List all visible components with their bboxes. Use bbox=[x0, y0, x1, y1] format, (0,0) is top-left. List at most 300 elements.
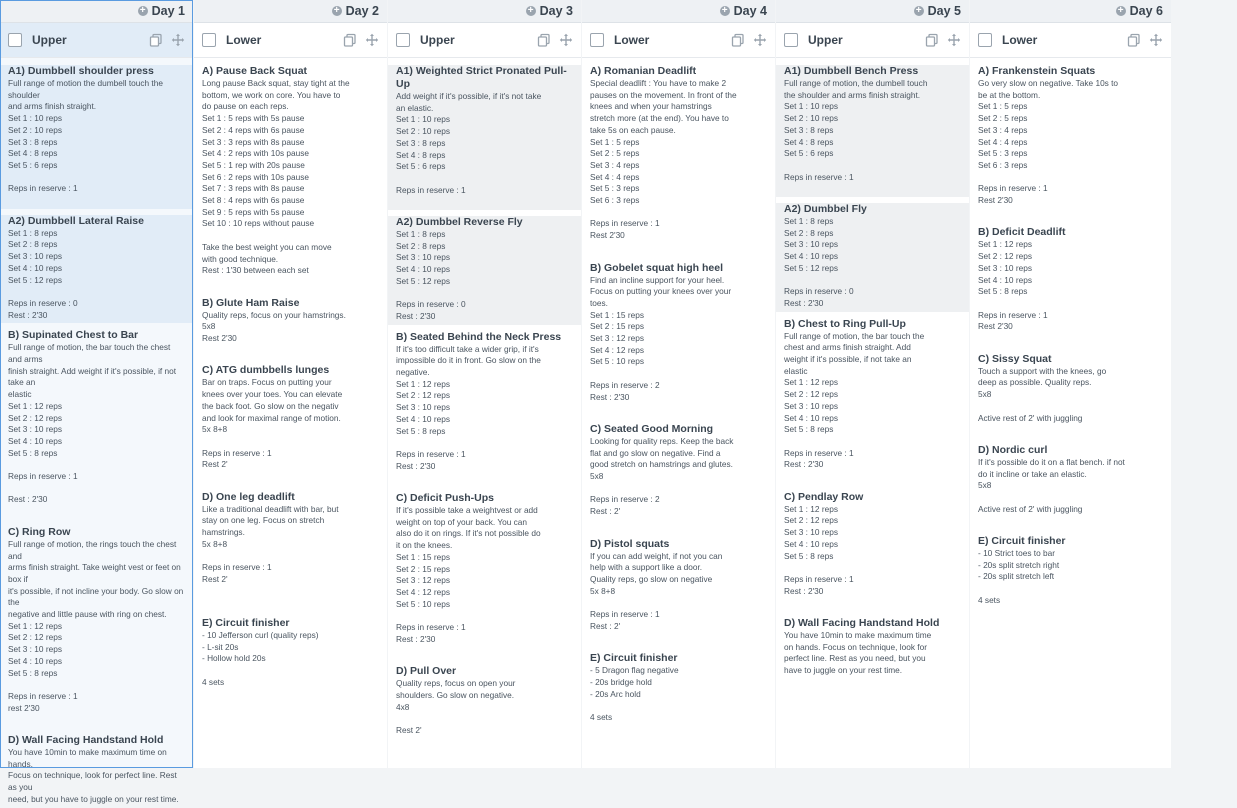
exercise-line: weight on top of your back. You can bbox=[396, 516, 527, 527]
exercise-line: Reps in reserve : 1 bbox=[784, 447, 854, 458]
exercise-line: Set 8 : 4 reps with 6s pause bbox=[202, 195, 305, 206]
exercise-line: Set 4 : 10 reps bbox=[784, 251, 838, 262]
exercise-line: If it's possible do it on a flat bench. if not bbox=[978, 456, 1125, 467]
exercise-line bbox=[8, 679, 185, 691]
exercise-line: Rest : 2' bbox=[590, 620, 621, 631]
copy-icon[interactable] bbox=[731, 33, 745, 47]
exercise-line: Set 1 : 10 reps bbox=[8, 113, 62, 124]
exercise-line: Set 4 : 4 reps bbox=[590, 171, 640, 182]
exercise-block[interactable] bbox=[582, 262, 775, 417]
exercise-line: Set 3 : 10 reps bbox=[396, 252, 450, 263]
add-day-icon[interactable]: + bbox=[1116, 6, 1126, 16]
exercise-line: Quality reps, go slow on negative bbox=[590, 573, 713, 584]
workout-body bbox=[388, 58, 581, 768]
exercise-line bbox=[8, 506, 185, 518]
workout-card-header bbox=[776, 23, 969, 58]
exercise-line bbox=[784, 471, 961, 483]
exercise-line: Rest 2'30 bbox=[590, 230, 625, 241]
exercise-line: Set 9 : 5 reps with 5s pause bbox=[202, 206, 305, 217]
exercise-line: Full range of motion, the bar touch the bbox=[784, 330, 925, 341]
copy-icon[interactable] bbox=[925, 33, 939, 47]
exercise-line: 5x8 bbox=[590, 471, 604, 482]
exercise-line: Set 5 : 8 reps bbox=[8, 447, 58, 458]
exercise-block[interactable] bbox=[194, 617, 387, 691]
exercise-block[interactable] bbox=[776, 491, 969, 611]
day-label: Day 5 bbox=[927, 4, 961, 18]
exercise-line bbox=[396, 645, 573, 657]
exercise-line bbox=[978, 424, 1163, 436]
day-column bbox=[388, 0, 581, 768]
move-icon[interactable] bbox=[365, 33, 379, 47]
exercise-line: Rest : 1'30 between each set bbox=[202, 265, 309, 276]
exercise-line: Looking for quality reps. Keep the back bbox=[590, 435, 734, 446]
move-icon[interactable] bbox=[1149, 33, 1163, 47]
exercise-line: Set 3 : 12 reps bbox=[396, 575, 450, 586]
exercise-line: Rest : 2'30 bbox=[8, 494, 48, 505]
day-column bbox=[582, 0, 775, 768]
exercise-line bbox=[202, 665, 379, 677]
exercise-title: D) Wall Facing Handstand Hold bbox=[784, 617, 940, 630]
exercise-line: it on the knees. bbox=[396, 540, 453, 551]
exercise-block[interactable] bbox=[582, 652, 775, 726]
exercise-title: C) Pendlay Row bbox=[784, 490, 864, 503]
exercise-block[interactable] bbox=[776, 617, 969, 679]
workout-card-header bbox=[970, 23, 1171, 58]
exercise-line bbox=[784, 597, 961, 609]
exercise-line: Set 6 : 2 reps with 10s pause bbox=[202, 171, 310, 182]
exercise-line: stretch more (at the end). You have to bbox=[590, 113, 729, 124]
exercise-line: Rest : 2'30 bbox=[8, 309, 48, 320]
exercise-line: Set 5 : 12 reps bbox=[784, 262, 838, 273]
exercise-line: Set 4 : 4 reps bbox=[978, 136, 1028, 147]
exercise-line: Set 5 : 12 reps bbox=[396, 275, 450, 286]
exercise-block[interactable] bbox=[0, 734, 193, 808]
move-icon[interactable] bbox=[559, 33, 573, 47]
exercise-line bbox=[202, 597, 379, 609]
day-header bbox=[388, 0, 581, 23]
exercise-block[interactable] bbox=[0, 215, 193, 324]
exercise-line: Set 1 : 12 reps bbox=[784, 503, 838, 514]
exercise-title: C) Deficit Push-Ups bbox=[396, 492, 495, 505]
add-day-icon[interactable]: + bbox=[332, 6, 342, 16]
add-day-icon[interactable]: + bbox=[720, 6, 730, 16]
exercise-line: Set 3 : 3 reps with 8s pause bbox=[202, 136, 305, 147]
exercise-line: Full range of motion, the dumbell touch bbox=[784, 78, 928, 88]
exercise-line: Rest 2'30 bbox=[978, 195, 1013, 206]
exercise-line: Set 3 : 10 reps bbox=[8, 644, 62, 655]
exercise-line: Reps in reserve : 0 bbox=[784, 286, 854, 297]
exercise-title: B) Glute Ham Raise bbox=[202, 296, 300, 309]
exercise-line: 5x 8+8 bbox=[590, 585, 616, 596]
exercise-line: Set 2 : 12 reps bbox=[8, 632, 62, 643]
exercise-block[interactable] bbox=[582, 65, 775, 256]
exercise-line: Reps in reserve : 1 bbox=[978, 183, 1048, 194]
add-day-icon[interactable]: + bbox=[526, 6, 536, 16]
exercise-line: Set 1 : 10 reps bbox=[396, 114, 450, 125]
move-icon[interactable] bbox=[947, 33, 961, 47]
exercise-title: B) Seated Behind the Neck Press bbox=[396, 330, 562, 343]
exercise-line: Set 2 : 8 reps bbox=[396, 240, 446, 251]
exercise-line: Long pause Back squat, stay tight at the bbox=[202, 78, 350, 88]
exercise-line: Set 1 : 12 reps bbox=[8, 400, 62, 411]
exercise-line: Set 1 : 12 reps bbox=[8, 620, 62, 631]
exercise-line: Set 5 : 3 reps bbox=[978, 148, 1028, 159]
workout-card-header bbox=[582, 23, 775, 58]
exercise-title: B) Deficit Deadlift bbox=[978, 226, 1066, 239]
exercise-block[interactable] bbox=[194, 364, 387, 484]
exercise-line: Set 4 : 10 reps bbox=[784, 412, 838, 423]
exercise-line: elastic bbox=[8, 389, 32, 400]
exercise-line bbox=[978, 583, 1163, 595]
workout-checkbox[interactable] bbox=[202, 33, 216, 47]
exercise-line: Rest : 2'30 bbox=[784, 459, 824, 470]
workout-body bbox=[194, 58, 387, 768]
workout-title[interactable]: Upper bbox=[32, 33, 67, 47]
exercise-line: Like a traditional deadlift with bar, but bbox=[202, 503, 339, 514]
exercise-line: Set 5 : 10 reps bbox=[590, 356, 644, 367]
exercise-line: Go very slow on negative. Take 10s to bbox=[978, 78, 1119, 88]
exercise-line: an elastic. bbox=[396, 102, 434, 113]
exercise-line: Rest 2' bbox=[396, 724, 422, 735]
exercise-line: Set 3 : 10 reps bbox=[784, 239, 838, 250]
exercise-line: and look for maximal range of motion. bbox=[202, 412, 341, 423]
copy-icon[interactable] bbox=[343, 33, 357, 47]
exercise-title: B) Chest to Ring Pull-Up bbox=[784, 317, 906, 330]
exercise-line bbox=[202, 551, 379, 563]
exercise-line: Rest : 2'30 bbox=[396, 633, 436, 644]
exercise-line: Set 4 : 10 reps bbox=[784, 538, 838, 549]
exercise-line bbox=[590, 597, 767, 609]
exercise-line: Touch a support with the knees, go bbox=[978, 365, 1107, 376]
exercise-line: Reps in reserve : 1 bbox=[8, 183, 78, 194]
exercise-block[interactable] bbox=[194, 297, 387, 359]
exercise-line: Set 3 : 8 reps bbox=[784, 124, 834, 135]
workout-title[interactable]: Upper bbox=[808, 33, 843, 47]
exercise-block[interactable] bbox=[388, 665, 581, 739]
exercise-title: A2) Dumbbel Fly bbox=[784, 203, 867, 215]
exercise-block[interactable] bbox=[194, 65, 387, 291]
exercise-line: 5x 8+8 bbox=[202, 538, 228, 549]
exercise-line: Active rest of 2' with juggling bbox=[978, 503, 1083, 514]
exercise-line: - Hollow hold 20s bbox=[202, 653, 266, 664]
exercise-line: Set 1 : 10 reps bbox=[784, 101, 838, 112]
exercise-block[interactable] bbox=[776, 203, 969, 312]
exercise-title: A1) Dumbbell Bench Press bbox=[784, 65, 919, 77]
exercise-line: bottom, we work on core. You have to bbox=[202, 89, 341, 100]
copy-icon[interactable] bbox=[1127, 33, 1141, 47]
workout-checkbox[interactable] bbox=[978, 33, 992, 47]
exercise-line bbox=[8, 459, 185, 471]
exercise-line: Set 1 : 12 reps bbox=[978, 239, 1032, 250]
exercise-line: Set 2 : 15 reps bbox=[396, 563, 450, 574]
exercise-line: on hands. Focus on technique, look for bbox=[784, 641, 927, 652]
exercise-line: Set 3 : 10 reps bbox=[978, 262, 1032, 273]
exercise-block[interactable] bbox=[970, 444, 1171, 529]
exercise-line: take 5s on each pause. bbox=[590, 124, 676, 135]
exercise-line: Set 1 : 5 reps with 5s pause bbox=[202, 113, 305, 124]
exercise-line: impossible do it in front. Go slow on the bbox=[396, 355, 541, 366]
exercise-line: 5x8 bbox=[978, 480, 992, 491]
workout-card-header bbox=[0, 23, 193, 58]
exercise-line: Set 2 : 12 reps bbox=[396, 390, 450, 401]
exercise-block[interactable] bbox=[388, 65, 581, 210]
exercise-line: Reps in reserve : 1 bbox=[396, 448, 466, 459]
exercise-line: flat and go slow on negative. Find a bbox=[590, 447, 721, 458]
day-header bbox=[970, 0, 1171, 23]
exercise-line: Reps in reserve : 0 bbox=[8, 297, 78, 308]
exercise-line: Set 5 : 8 reps bbox=[784, 424, 834, 435]
exercise-line: do pause on each reps. bbox=[202, 101, 289, 112]
exercise-line: Set 3 : 4 reps bbox=[978, 124, 1028, 135]
exercise-title: A1) Weighted Strict Pronated Pull-Up bbox=[396, 65, 567, 90]
exercise-line bbox=[590, 518, 767, 530]
exercise-line: Reps in reserve : 1 bbox=[784, 171, 854, 182]
exercise-line: 5x8 bbox=[978, 389, 992, 400]
exercise-line: toes. bbox=[590, 297, 608, 308]
exercise-line: Reps in reserve : 1 bbox=[590, 218, 660, 229]
exercise-block[interactable] bbox=[0, 65, 193, 209]
exercise-line: Set 4 : 8 reps bbox=[8, 148, 58, 159]
exercise-line: finish straight. Add weight if it's possible, if not take an bbox=[8, 365, 179, 388]
exercise-line bbox=[396, 437, 573, 449]
workout-title[interactable]: Lower bbox=[226, 33, 262, 47]
exercise-line: Set 4 : 12 reps bbox=[396, 586, 450, 597]
exercise-line: Set 2 : 8 reps bbox=[784, 227, 834, 238]
exercise-line bbox=[396, 610, 573, 622]
workout-title[interactable]: Lower bbox=[614, 33, 650, 47]
exercise-title: D) Wall Facing Handstand Hold bbox=[8, 734, 164, 747]
exercise-block[interactable] bbox=[776, 318, 969, 485]
exercise-line: shoulders. Go slow on negative. bbox=[396, 689, 515, 700]
exercise-line: Set 4 : 2 reps with 10s pause bbox=[202, 148, 310, 159]
exercise-line: Set 1 : 8 reps bbox=[396, 229, 446, 239]
exercise-line: - 10 Strict toes to bar bbox=[978, 548, 1056, 559]
exercise-line: Set 5 : 3 reps bbox=[590, 183, 640, 194]
exercise-line bbox=[784, 160, 961, 172]
exercise-line: If it's too difficult take a wider grip, if it's bbox=[396, 343, 539, 354]
exercise-line: - L-sit 20s bbox=[202, 641, 239, 652]
exercise-line bbox=[202, 277, 379, 289]
exercise-line: Quality reps, focus on open your bbox=[396, 678, 516, 689]
day-column bbox=[776, 0, 969, 768]
exercise-block[interactable] bbox=[970, 535, 1171, 609]
exercise-line: If it's possible take a weightvest or add bbox=[396, 505, 538, 516]
exercise-line: Set 3 : 10 reps bbox=[784, 527, 838, 538]
exercise-block[interactable] bbox=[388, 331, 581, 486]
exercise-line: it's possible, if not incline your body. Go slow on the bbox=[8, 585, 186, 608]
copy-icon[interactable] bbox=[537, 33, 551, 47]
exercise-line: chest and arms finish straight. Add bbox=[784, 342, 911, 353]
exercise-line: Set 4 : 12 reps bbox=[590, 344, 644, 355]
add-day-icon[interactable]: + bbox=[138, 6, 148, 16]
exercise-title: D) Nordic curl bbox=[978, 443, 1048, 456]
exercise-line: Rest : 2'30 bbox=[784, 297, 824, 308]
exercise-line: rest 2'30 bbox=[8, 702, 40, 713]
exercise-line: Set 3 : 10 reps bbox=[396, 402, 450, 413]
exercise-line: Set 5 : 10 reps bbox=[396, 598, 450, 609]
exercise-line bbox=[396, 288, 573, 300]
day-column bbox=[0, 0, 193, 804]
exercise-line: Rest : 2'30 bbox=[784, 585, 824, 596]
exercise-block[interactable] bbox=[776, 65, 969, 197]
exercise-line bbox=[396, 196, 573, 208]
exercise-line: Set 2 : 10 reps bbox=[8, 124, 62, 135]
workout-title[interactable]: Upper bbox=[420, 33, 455, 47]
exercise-line: Set 6 : 3 reps bbox=[978, 159, 1028, 170]
exercise-title: A1) Dumbbell shoulder press bbox=[8, 65, 154, 77]
exercise-line: - 20s split stretch right bbox=[978, 559, 1060, 570]
day-header bbox=[0, 0, 193, 23]
day-label: Day 3 bbox=[539, 4, 573, 18]
exercise-block[interactable] bbox=[970, 65, 1171, 220]
exercise-line: If you can add weight, if not you can bbox=[590, 550, 723, 561]
exercise-block[interactable] bbox=[970, 353, 1171, 438]
exercise-title: E) Circuit finisher bbox=[978, 535, 1066, 548]
exercise-title: C) ATG dumbbells lunges bbox=[202, 364, 330, 377]
exercise-line: Set 5 : 8 reps bbox=[8, 667, 58, 678]
exercise-line: Set 2 : 10 reps bbox=[396, 126, 450, 137]
exercise-line: Rest : 2'30 bbox=[396, 460, 436, 471]
exercise-title: E) Circuit finisher bbox=[590, 652, 678, 665]
exercise-line: Reps in reserve : 1 bbox=[784, 573, 854, 584]
exercise-block[interactable] bbox=[388, 216, 581, 325]
exercise-line bbox=[202, 586, 379, 598]
exercise-line: Set 3 : 4 reps bbox=[590, 159, 640, 170]
exercise-line: - 5 Dragon flag negative bbox=[590, 665, 679, 676]
add-day-icon[interactable]: + bbox=[914, 6, 924, 16]
exercise-line: Focus on technique, look for perfect line. Rest as you bbox=[8, 770, 180, 793]
exercise-block[interactable] bbox=[0, 526, 193, 728]
exercise-line: hamstrings. bbox=[202, 527, 245, 538]
exercise-line bbox=[978, 515, 1163, 527]
move-icon[interactable] bbox=[171, 33, 185, 47]
exercise-line: Reps in reserve : 1 bbox=[8, 690, 78, 701]
exercise-line bbox=[978, 333, 1163, 345]
exercise-line: Rest : 2'30 bbox=[396, 310, 436, 321]
workout-checkbox[interactable] bbox=[784, 33, 798, 47]
exercise-line bbox=[8, 172, 185, 184]
exercise-title: B) Supinated Chest to Bar bbox=[8, 329, 139, 342]
exercise-line: the back foot. Go slow on the negativ bbox=[202, 400, 339, 411]
exercise-title: A2) Dumbbell Lateral Raise bbox=[8, 214, 144, 227]
exercise-line: Set 2 : 12 reps bbox=[784, 389, 838, 400]
workout-title[interactable]: Lower bbox=[1002, 33, 1038, 47]
day-header bbox=[776, 0, 969, 23]
workout-body bbox=[582, 58, 775, 768]
exercise-line: Set 2 : 12 reps bbox=[978, 251, 1032, 262]
exercise-line: with good technique. bbox=[202, 253, 279, 264]
exercise-line bbox=[202, 471, 379, 483]
workout-card-header bbox=[194, 23, 387, 58]
exercise-line: Reps in reserve : 1 bbox=[978, 309, 1048, 320]
exercise-line: Add weight if it's possible, if it's not take bbox=[396, 91, 542, 101]
exercise-title: D) Pull Over bbox=[396, 665, 457, 678]
day-label: Day 2 bbox=[345, 4, 379, 18]
exercise-line: Set 2 : 5 reps bbox=[590, 148, 640, 159]
exercise-line: Rest : 2' bbox=[590, 506, 621, 517]
exercise-line: Set 5 : 6 reps bbox=[8, 159, 58, 170]
exercise-line: 5x8 bbox=[202, 321, 216, 332]
exercise-line: Set 6 : 3 reps bbox=[590, 195, 640, 206]
exercise-title: E) Circuit finisher bbox=[202, 617, 290, 629]
exercise-line bbox=[396, 472, 573, 484]
exercise-block[interactable] bbox=[970, 226, 1171, 346]
exercise-line: stay on one leg. Focus on stretch bbox=[202, 515, 325, 526]
exercise-line: Set 1 : 8 reps bbox=[784, 216, 834, 226]
exercise-line bbox=[396, 713, 573, 725]
exercise-block[interactable] bbox=[194, 491, 387, 611]
exercise-line: Reps in reserve : 2 bbox=[590, 494, 660, 505]
exercise-line: and arms finish straight. bbox=[8, 101, 97, 112]
exercise-line: Set 2 : 5 reps bbox=[978, 113, 1028, 124]
exercise-line bbox=[978, 172, 1163, 184]
exercise-line: Set 4 : 8 reps bbox=[396, 149, 446, 160]
copy-icon[interactable] bbox=[149, 33, 163, 47]
exercise-line bbox=[978, 401, 1163, 413]
exercise-line bbox=[978, 492, 1163, 504]
exercise-line: Focus on putting your knees over your bbox=[590, 286, 732, 297]
exercise-line: Set 4 : 8 reps bbox=[784, 136, 834, 147]
workout-checkbox[interactable] bbox=[590, 33, 604, 47]
exercise-line bbox=[8, 286, 185, 298]
exercise-line: be at the bottom. bbox=[978, 89, 1041, 100]
day-column bbox=[970, 0, 1171, 768]
workout-checkbox[interactable] bbox=[8, 33, 22, 47]
exercise-line: Set 5 : 6 reps bbox=[396, 161, 446, 172]
exercise-block[interactable] bbox=[388, 492, 581, 659]
exercise-line: Reps in reserve : 0 bbox=[396, 299, 466, 310]
exercise-line: arms finish straight. Take weight vest or feet on box if bbox=[8, 562, 184, 584]
exercise-line: Reps in reserve : 1 bbox=[202, 562, 272, 573]
exercise-block[interactable] bbox=[582, 423, 775, 532]
exercise-line: Bar on traps. Focus on putting your bbox=[202, 377, 332, 388]
exercise-line: Full range of motion the dumbell touch the shoulder bbox=[8, 78, 166, 100]
exercise-line: have to juggle on your rest time. bbox=[784, 665, 903, 676]
workout-checkbox[interactable] bbox=[396, 33, 410, 47]
exercise-line: Set 7 : 3 reps with 8s pause bbox=[202, 183, 305, 194]
exercise-line: 4 sets bbox=[590, 711, 613, 722]
exercise-line: Set 2 : 15 reps bbox=[590, 321, 644, 332]
exercise-line: also do it on rings. If it's not possible do bbox=[396, 528, 541, 539]
exercise-line: - 20s bridge hold bbox=[590, 676, 652, 687]
exercise-line bbox=[202, 436, 379, 448]
exercise-title: C) Sissy Squat bbox=[978, 352, 1052, 365]
exercise-line: Set 1 : 5 reps bbox=[590, 136, 640, 147]
exercise-line: Set 2 : 4 reps with 6s pause bbox=[202, 124, 305, 135]
exercise-line bbox=[590, 403, 767, 415]
exercise-line: Set 3 : 10 reps bbox=[8, 424, 62, 435]
exercise-line: Set 3 : 10 reps bbox=[8, 251, 62, 262]
exercise-line: - 10 Jefferson curl (quality reps) bbox=[202, 630, 319, 640]
exercise-line: 4 sets bbox=[202, 676, 225, 687]
exercise-line bbox=[590, 207, 767, 219]
exercise-line: do it incline or take an elastic. bbox=[978, 468, 1087, 479]
workout-card-header bbox=[388, 23, 581, 58]
day-header bbox=[582, 0, 775, 23]
exercise-line: knees over your toes. You can elevate bbox=[202, 389, 343, 400]
exercise-block[interactable] bbox=[582, 538, 775, 647]
exercise-block[interactable] bbox=[0, 329, 193, 520]
exercise-line: Set 2 : 8 reps bbox=[8, 239, 58, 250]
exercise-line: 4x8 bbox=[396, 701, 410, 712]
move-icon[interactable] bbox=[753, 33, 767, 47]
exercise-line: Rest 2' bbox=[202, 573, 228, 584]
exercise-line: Reps in reserve : 1 bbox=[396, 622, 466, 633]
exercise-line: Set 10 : 10 reps without pause bbox=[202, 218, 315, 229]
exercise-line: Reps in reserve : 1 bbox=[8, 471, 78, 482]
exercise-line: Rest 2'30 bbox=[978, 321, 1013, 332]
exercise-line: weight if it's possible, if not take an bbox=[784, 354, 912, 365]
